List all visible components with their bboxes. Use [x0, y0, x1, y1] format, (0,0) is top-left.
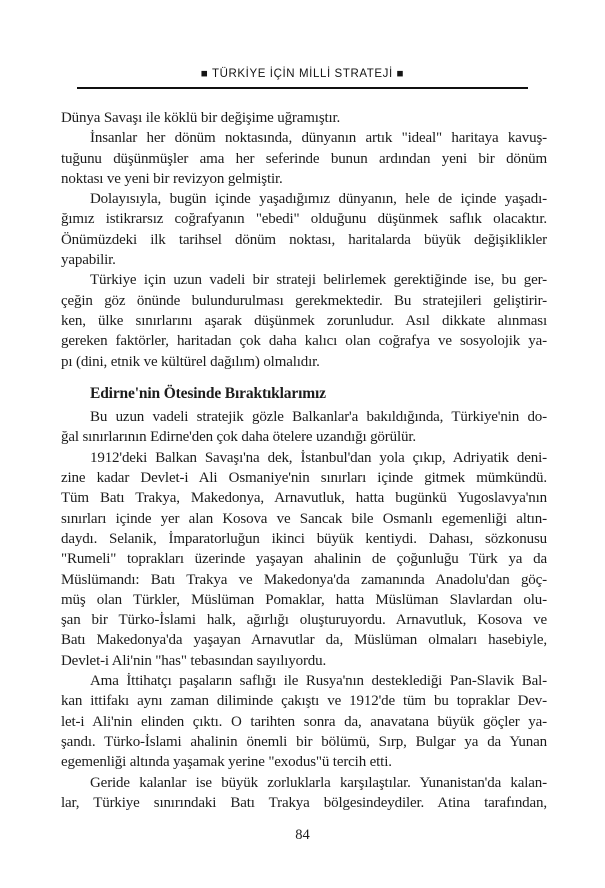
text-line: let-i Ali'nin elinden çıktı. O tarihten sonra da, anavatana büyük göçler ya- — [61, 713, 547, 730]
text-line: ğımız istikrarsız coğrafyanın "ebedi" olduğunu düşünmek saflık olacaktır. — [61, 211, 547, 228]
text-line: çeğin göz önünde bulundurulması gerekmektedir. Bu stratejileri geliştirir- — [61, 292, 547, 309]
text-line: şan bir Türko-İslami halk, ağırlığı oluşturuyordu. Arnavutluk, Kosova ve — [61, 612, 547, 629]
header-rule — [77, 87, 528, 89]
text-line: pı (dini, etnik ve kültürel dağılım) olmalıdır. — [61, 353, 320, 370]
section-heading: Edirne'nin Ötesinde Bıraktıklarımız — [90, 384, 326, 402]
text-line: kan ittifakı aynı zaman diliminde çakıştı ve 1912'de tüm bu topraklar Dev- — [61, 693, 547, 710]
text-line: "Rumeli" toprakları üzerinde yaşayan ahalinin de çoğunluğu Türk ya da — [61, 551, 547, 568]
text-line: lar, Türkiye sınırındaki Batı Trakya bölgesindeydiler. Atina tarafından, — [61, 794, 547, 811]
text-line: Ama İttihatçı paşaların saflığı ile Rusya'nın desteklediği Pan-Slavik Bal- — [90, 673, 547, 690]
text-line: Türkiye için uzun vadeli bir strateji belirlemek gerektiğinde ise, bu ger- — [90, 272, 547, 289]
text-line: Müslümandı: Batı Trakya ve Makedonya'da zamanında Anadolu'dan göç- — [61, 571, 547, 588]
text-line: daydı. Selanik, İmparatorluğun ikinci büyük kentiydi. Dahası, sözkonusu — [61, 530, 547, 547]
running-header: ■ TÜRKİYE İÇİN MİLLİ STRATEJİ ■ — [200, 68, 405, 80]
text-line: zine kadar Devlet-i Ali Osmaniye'nin sınırları içinde gitmek mümkündü. — [61, 470, 547, 487]
text-line: Dünya Savaşı ile köklü bir değişime uğramıştır. — [61, 110, 341, 126]
text-line: sınırları içinde yer alan Kosova ve Sancak bile Osmanlı egemenliği altın- — [61, 510, 547, 527]
text-line: ken, ülke sınırlarını aşarak düşünmek zorunludur. Asıl dikkate alınması — [61, 312, 547, 329]
text-line: yapabilir. — [61, 252, 116, 269]
text-line: 1912'deki Balkan Savaşı'na dek, İstanbul'dan yola çıkıp, Adriyatik deni- — [90, 449, 547, 466]
text-line: Tüm Batı Trakya, Makedonya, Arnavutluk, hatta bugünkü Yugoslavya'nın — [61, 490, 547, 507]
page-body — [61, 108, 547, 813]
text-line: İnsanlar her dönüm noktasında, dünyanın artık "ideal" haritaya kavuş- — [90, 130, 547, 147]
text-line: Batı Makedonya'da yaşayan Arnavutlar da, Müslüman olmaları hasebiyle, — [61, 632, 547, 649]
text-line: gereken faktörler, haritadan çok daha kalıcı olan coğrafya ve sosyolojik ya- — [61, 333, 547, 350]
page-number: 84 — [295, 827, 310, 843]
text-line: Bu uzun vadeli stratejik gözle Balkanlar'a bakıldığında, Türkiye'nin do- — [90, 409, 547, 426]
text-line: ğal sınırlarının Edirne'den çok daha ötelere uzandığı görülür. — [61, 429, 416, 446]
text-line: Geride kalanlar ise büyük zorluklarla karşılaştılar. Yunanistan'da kalan- — [90, 774, 547, 791]
text-line: müş olan Türkler, Müslüman Pomaklar, hatta Müslüman Slavlardan olu- — [61, 591, 547, 608]
text-line: egemenliği altında yaşamak yerine "exodus"ü tercih etti. — [61, 754, 392, 771]
text-line: Devlet-i Ali'nin "has" tebasından sayılıyordu. — [61, 652, 327, 669]
text-line: şandı. Türko-İslami ahalinin önemli bir bölümü, Sırp, Bulgar ya da Yunan — [61, 733, 547, 750]
text-line: noktası ve yeni bir revizyon gelmiştir. — [61, 170, 283, 187]
text-line: Önümüzdeki ilk tarihsel dönüm noktası, haritalarda büyük değişiklikler — [61, 231, 547, 248]
text-line: tuğunu düşünmüşler ama her seferinde bunun ardından yeni bir dönüm — [61, 150, 547, 167]
text-line: Dolayısıyla, bugün içinde yaşadığımız dünyanın, hele de içinde yaşadı- — [90, 191, 547, 208]
